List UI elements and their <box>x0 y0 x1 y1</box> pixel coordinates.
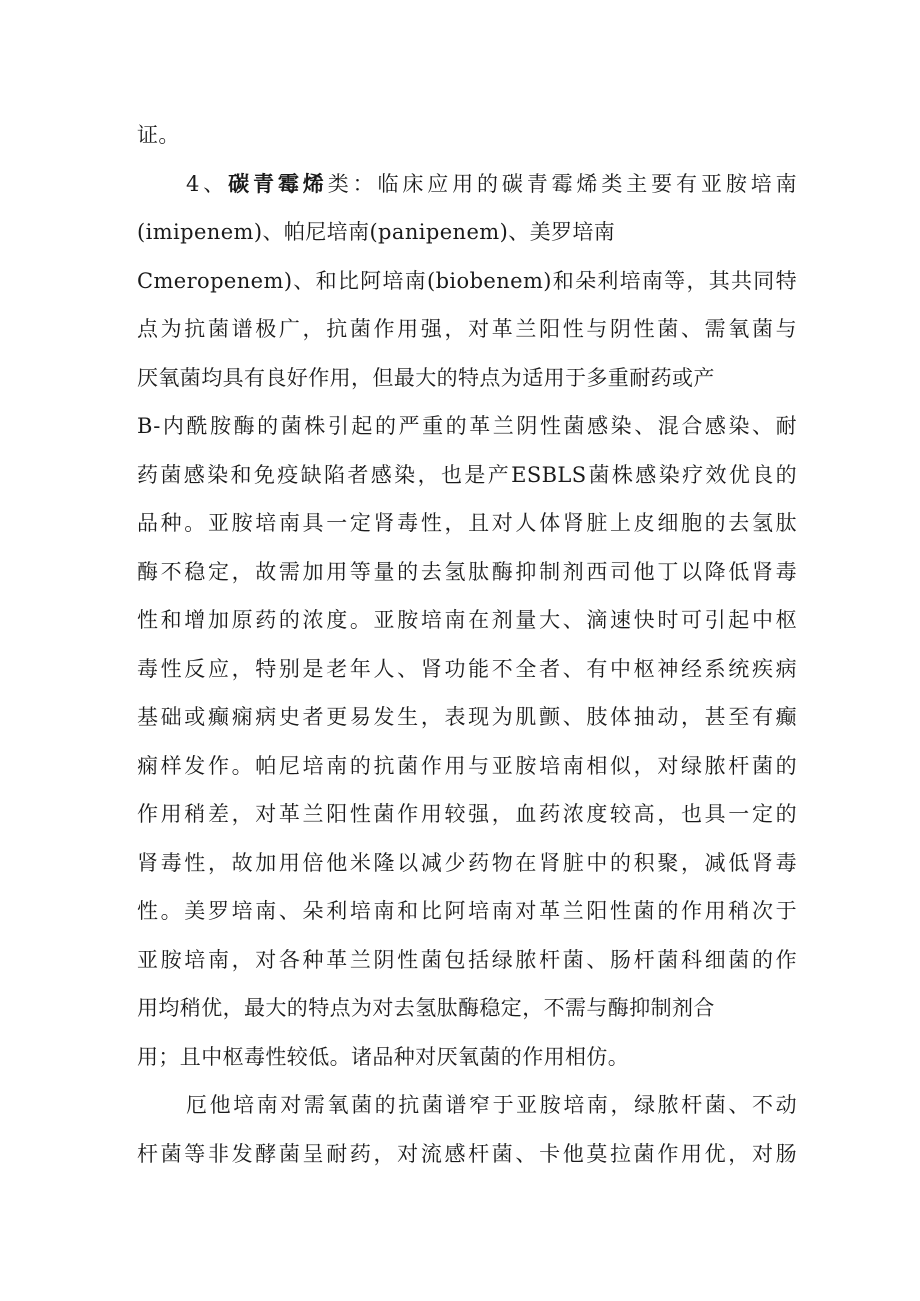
text-line: (imipenem)、帕尼培南(panipenem)、美罗培南 <box>137 220 616 244</box>
text-line: 证。 <box>137 123 180 147</box>
text-line: 药菌感染和免疫缺陷者感染，也是产ESBLS菌株感染疗效优良的 <box>137 463 797 487</box>
section-heading-line <box>186 169 797 199</box>
text-line: 性。美罗培南、朵利培南和比阿培南对革兰阳性菌的作用稍次于 <box>137 899 797 923</box>
text-line: 点为抗菌谱极广，抗菌作用强，对革兰阳性与阴性菌、需氧菌与 <box>137 317 797 341</box>
paragraph-first-line: 厄他培南对需氧菌的抗菌谱窄于亚胺培南，绿脓杆菌、不动 <box>186 1093 797 1117</box>
text-line: 亚胺培南，对各种革兰阴性菌包括绿脓杆菌、肠杆菌科细菌的作 <box>137 948 797 972</box>
text-line: 厌氧菌均具有良好作用，但最大的特点为适用于多重耐药或产 <box>137 366 715 390</box>
text-line: 用；且中枢毒性较低。诸品种对厌氧菌的作用相仿。 <box>137 1045 630 1069</box>
text-line: 基础或癫痫病史者更易发生，表现为肌颤、肢体抽动，甚至有癫 <box>137 705 797 729</box>
text-line: 肾毒性，故加用倍他米隆以减少药物在肾脏中的积聚，减低肾毒 <box>137 851 797 875</box>
text-line: 性和增加原药的浓度。亚胺培南在剂量大、滴速快时可引起中枢 <box>137 608 797 632</box>
text-line: 品种。亚胺培南具一定肾毒性，且对人体肾脏上皮细胞的去氢肽 <box>137 511 797 535</box>
text-line: 毒性反应，特别是老年人、肾功能不全者、有中枢神经系统疾病 <box>137 657 797 681</box>
text-line: B-内酰胺酶的菌株引起的严重的革兰阴性菌感染、混合感染、耐 <box>137 414 797 438</box>
text-line: 杆菌等非发酵菌呈耐药，对流感杆菌、卡他莫拉菌作用优，对肠 <box>137 1142 797 1166</box>
section-heading-rest: 类：临床应用的碳青霉烯类主要有亚胺培南 <box>327 172 797 196</box>
text-line: 用均稍优，最大的特点为对去氢肽酶稳定，不需与酶抑制剂合 <box>137 996 715 1020</box>
text-line: 痫样发作。帕尼培南的抗菌作用与亚胺培南相似，对绿脓杆菌的 <box>137 754 797 778</box>
section-term: 碳青霉烯 <box>228 171 328 196</box>
text-line: Cmeropenem)、和比阿培南(biobenem)和朵利培南等，其共同特 <box>137 269 797 293</box>
text-line: 作用稍差，对革兰阳性菌作用较强，血药浓度较高，也具一定的 <box>137 802 797 826</box>
section-number: 4、 <box>186 172 229 196</box>
text-line: 酶不稳定，故需加用等量的去氢肽酶抑制剂西司他丁以降低肾毒 <box>137 560 797 584</box>
